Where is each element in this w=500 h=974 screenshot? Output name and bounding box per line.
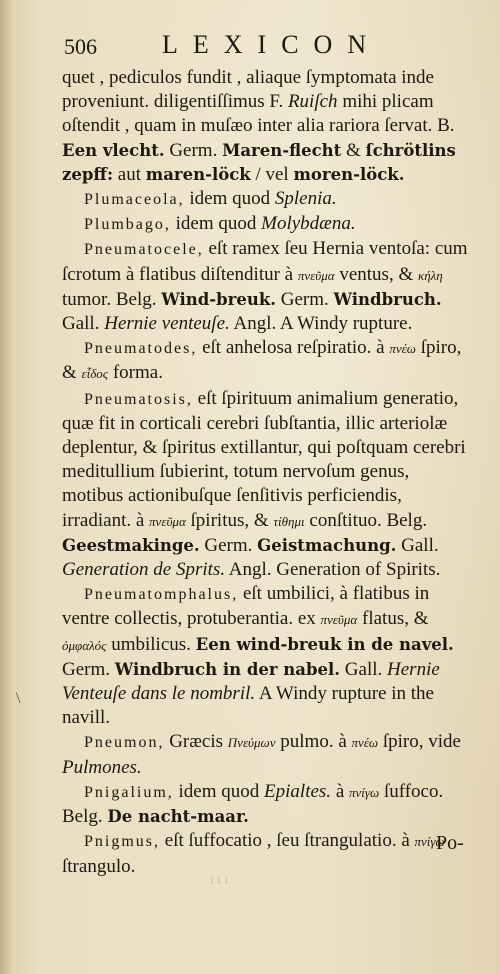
blackletter-term: maren-löck bbox=[145, 164, 251, 184]
headword: Pneumatosis, bbox=[84, 390, 193, 408]
headword: Pneumatocele, bbox=[84, 241, 204, 259]
blackletter-term: Maren-flecht bbox=[222, 140, 342, 160]
entry-continuation bbox=[62, 66, 474, 187]
italic-term: Generation de Sprits. bbox=[62, 559, 226, 581]
greek-term: πνίγω bbox=[349, 784, 380, 800]
page-header bbox=[64, 30, 424, 64]
entry-plumbago bbox=[62, 212, 474, 237]
page-gutter bbox=[0, 0, 14, 974]
running-head: LEXICON bbox=[162, 30, 382, 59]
bleed-through-text: ııı bbox=[210, 872, 232, 888]
greek-term: κήλη bbox=[417, 267, 443, 283]
entry-text: quet , pediculos fundit , aliaque ſymptomata inde proveniunt. diligentiſſimus F. bbox=[62, 67, 434, 113]
blackletter-term: Geistmachung. bbox=[257, 535, 397, 555]
italic-term: Splenia. bbox=[274, 188, 337, 210]
blackletter-term: moren-löck. bbox=[293, 164, 405, 184]
headword: Pnigmus, bbox=[84, 833, 161, 851]
entry-text: ſpiritus, & bbox=[185, 509, 274, 531]
headword: Pneumon, bbox=[84, 734, 165, 752]
greek-term: πνίγω bbox=[414, 834, 445, 850]
italic-term: Pulmones. bbox=[62, 756, 142, 778]
entry-text: à bbox=[331, 780, 349, 802]
headword: Plumaceola, bbox=[84, 191, 185, 209]
blackletter-term: Windbruch. bbox=[333, 289, 442, 309]
entry-text: forma. bbox=[108, 362, 163, 384]
entry-text: Græcis bbox=[164, 731, 228, 753]
blackletter-term: Een wind-breuk in de navel. bbox=[195, 634, 454, 654]
entry-text: eſt ſuffocatio , ſeu ſtrangulatio. à bbox=[160, 830, 415, 852]
headword: Pneumatodes, bbox=[84, 340, 198, 358]
entry-text: tumor. Belg. bbox=[62, 288, 162, 310]
margin-mark: \ bbox=[16, 690, 21, 707]
entry-pneumatomphalus bbox=[62, 582, 474, 730]
entry-text: Germ. bbox=[276, 288, 334, 310]
entry-text: / vel bbox=[250, 163, 294, 185]
blackletter-term: Een vlecht. bbox=[62, 140, 165, 160]
entry-pneumatodes bbox=[62, 336, 474, 386]
entry-text: eſt ramex ſeu Hernia ventoſa: cum ſcrotum à flatibus diſtenditur à bbox=[62, 238, 468, 285]
blackletter-term: Wind-breuk. bbox=[161, 289, 277, 309]
headword: Pnigalium, bbox=[84, 783, 174, 801]
entry-text: eſt umbilici, à flatibus in ventre collectis, protuberantia. ex bbox=[62, 583, 430, 630]
entry-text: Angl. Generation of Spirits. bbox=[225, 559, 441, 581]
catchword: Po- bbox=[436, 832, 464, 854]
entry-text: flatus, & bbox=[357, 608, 429, 630]
entry-text: idem quod bbox=[184, 188, 275, 210]
italic-term: Hernie Venteuſe dans le nombril. bbox=[62, 658, 440, 705]
greek-term: τίθημι bbox=[273, 513, 305, 529]
entry-text: ventus, & bbox=[334, 263, 418, 285]
greek-term: Πνεύμων bbox=[227, 735, 276, 751]
entry-text: Gall. bbox=[340, 658, 388, 680]
entry-text: Germ. bbox=[164, 139, 223, 161]
entry-plumaceola bbox=[62, 187, 474, 212]
italic-term: Ruiſch bbox=[287, 91, 338, 113]
entry-pneumatosis bbox=[62, 387, 474, 583]
entry-text: umbilicus. bbox=[106, 633, 196, 655]
greek-term: πνεῦμα bbox=[320, 612, 358, 628]
entry-text: Gall. bbox=[62, 313, 105, 335]
entry-text: idem quod bbox=[170, 213, 262, 235]
entry-text: Germ. bbox=[199, 534, 258, 556]
entry-text: eſt ſpirituum animalium generatio, quæ fit in corticali cerebri ſubſtantia, illic arteriolæ deplentur, & ſpiritus extillantur, qui poſtquam cerebri meditullium ſubierint, totum nervoſum genus, motibus actionibuſque ſenſitivis perficiendis, irradiant. à bbox=[62, 387, 466, 531]
greek-term: πνέω bbox=[351, 735, 379, 751]
entry-text: pulmo. à bbox=[275, 731, 352, 753]
entry-pnigmus bbox=[62, 829, 474, 878]
entry-text: eſt anhelosa reſpiratio. à bbox=[197, 337, 390, 359]
entry-pnigalium bbox=[62, 780, 474, 829]
entry-text: idem quod bbox=[173, 780, 265, 802]
dictionary-text bbox=[62, 66, 474, 879]
blackletter-term: De nacht-maar. bbox=[107, 807, 249, 827]
page-number: 506 bbox=[64, 34, 97, 59]
blackletter-term: ſchrötlins zepff: bbox=[62, 140, 456, 184]
italic-term: Epialtes. bbox=[264, 780, 332, 802]
entry-text: Gall. bbox=[396, 534, 439, 556]
greek-term: εἶδος bbox=[81, 366, 109, 382]
greek-term: πνεῦμα bbox=[297, 267, 335, 283]
italic-term: Molybdæna. bbox=[261, 213, 356, 235]
greek-term: πνέω bbox=[389, 341, 416, 357]
headword: Plumbago, bbox=[84, 216, 171, 234]
entry-text: ſpiro, vide bbox=[378, 731, 461, 753]
entry-text: Germ. bbox=[62, 658, 115, 680]
entry-text: A Windy rupture in the navill. bbox=[62, 683, 434, 729]
entry-text: Angl. A Windy rupture. bbox=[229, 313, 413, 335]
entry-pneumatocele bbox=[62, 237, 474, 336]
blackletter-term: Windbruch in der nabel. bbox=[114, 659, 341, 679]
entry-text: ſtrangulo. bbox=[62, 855, 136, 877]
entry-text: & bbox=[341, 139, 366, 161]
blackletter-term: Geestmakinge. bbox=[62, 535, 200, 555]
entry-text: mihi plicam oſtendit , quam in muſæo inter alia rariora ſervat. B. bbox=[62, 91, 455, 137]
entry-text: aut bbox=[113, 163, 146, 185]
italic-term: Hernie venteuſe. bbox=[104, 313, 230, 335]
greek-term: ὀμφαλός bbox=[62, 637, 107, 653]
headword: Pneumatomphalus, bbox=[84, 586, 239, 604]
entry-text: conſtituo. Belg. bbox=[304, 509, 428, 531]
greek-term: πνεῦμα bbox=[149, 513, 186, 529]
entry-text: ſpiro, & bbox=[62, 337, 462, 384]
entry-text: ſuffoco. Belg. bbox=[62, 780, 444, 828]
entry-pneumon bbox=[62, 730, 474, 779]
